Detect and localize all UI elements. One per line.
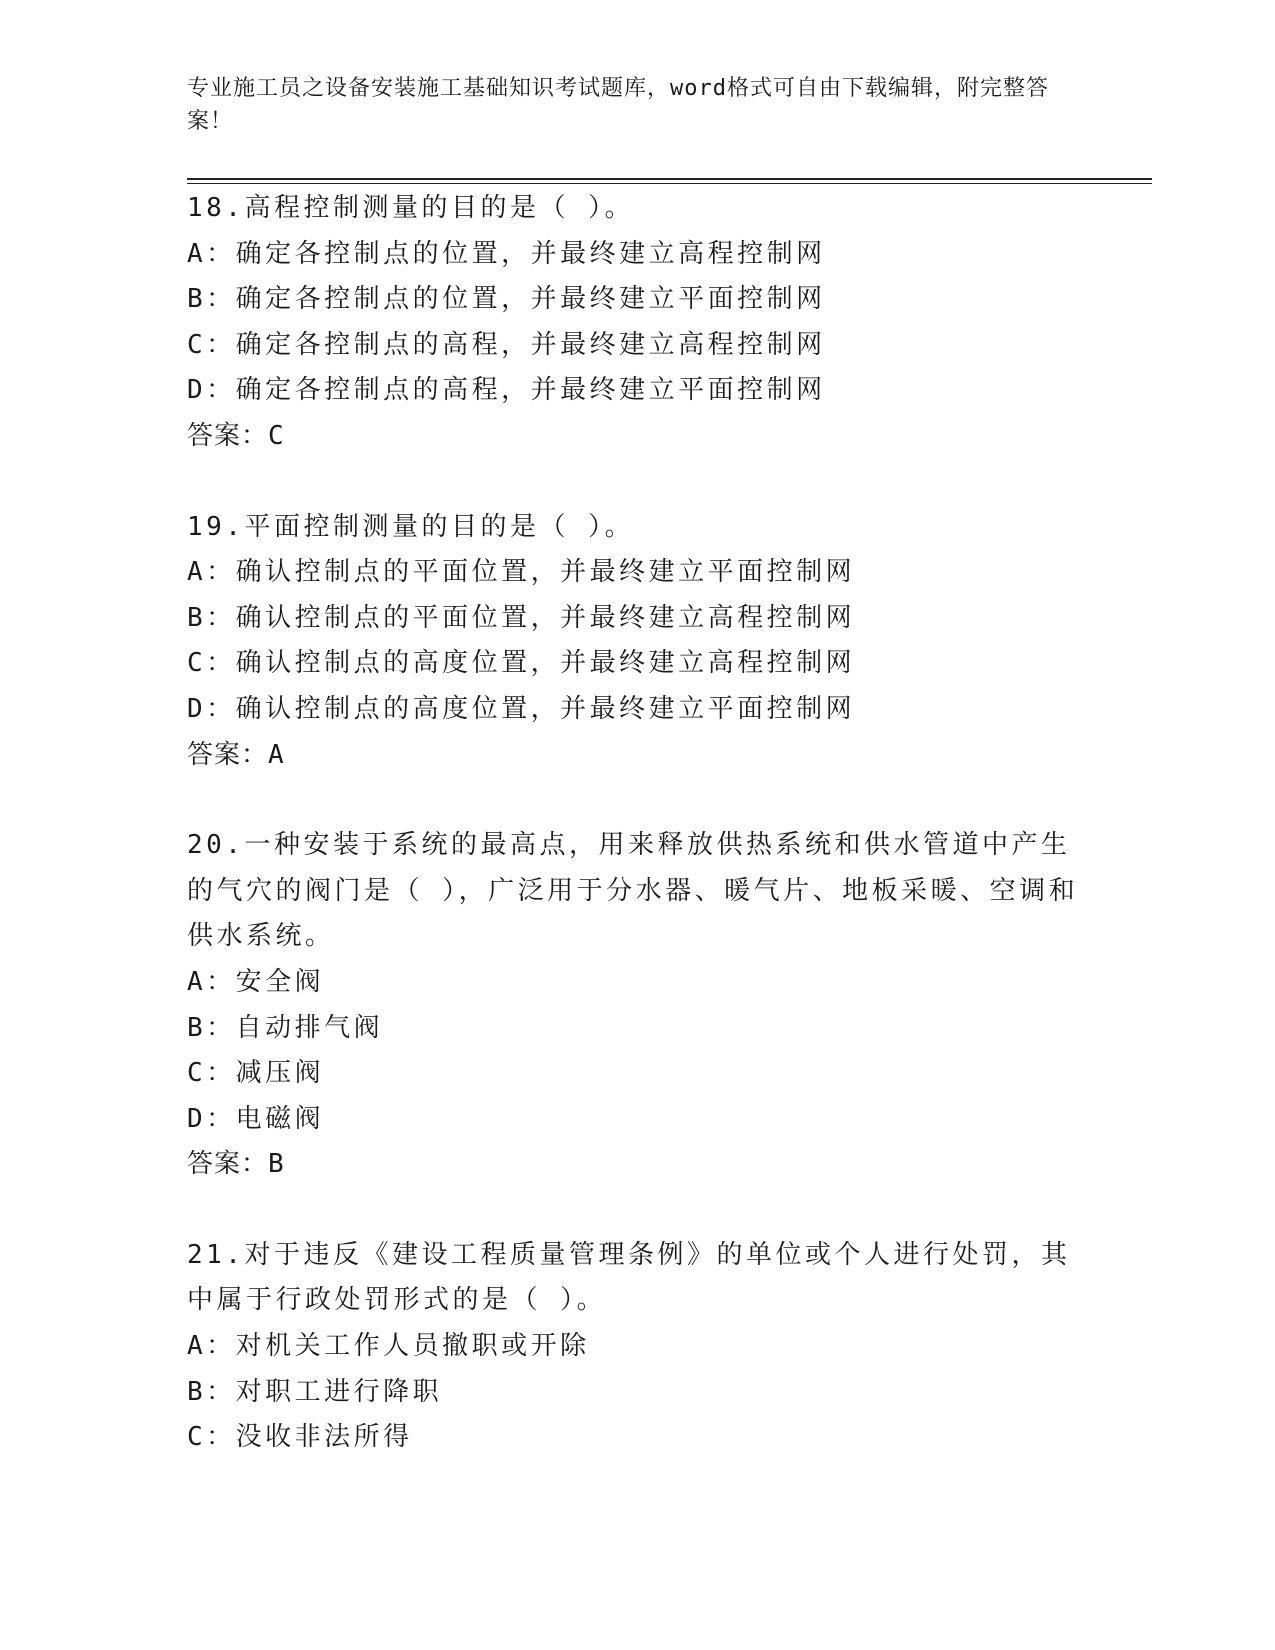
document-header: 专业施工员之设备安装施工基础知识考试题库，word格式可自由下载编辑，附完整答案！	[187, 76, 1049, 134]
answer-text: 答案：C	[187, 420, 285, 451]
question-21	[187, 1233, 1087, 1461]
question-list	[187, 186, 1087, 1506]
answer-text: 答案：A	[187, 739, 285, 770]
option-b: B：自动排气阀	[187, 1012, 384, 1043]
option-d: D：确定各控制点的高程，并最终建立平面控制网	[187, 375, 826, 406]
option-b: B：对职工进行降职	[187, 1376, 443, 1407]
question-19	[187, 505, 1087, 779]
option-c: C：减压阀	[187, 1058, 325, 1089]
question-stem: 21.对于违反《建设工程质量管理条例》的单位或个人进行处罚，其中属于行政处罚形式的是（ ）。	[187, 1239, 1071, 1316]
option-a: A：安全阀	[187, 966, 325, 997]
option-b: B：确定各控制点的位置，并最终建立平面控制网	[187, 284, 826, 315]
question-20	[187, 823, 1087, 1188]
header-divider-thick	[187, 178, 1152, 180]
option-a: A：确定各控制点的位置，并最终建立高程控制网	[187, 238, 826, 269]
option-d: D：电磁阀	[187, 1103, 325, 1134]
question-stem: 19.平面控制测量的目的是（ ）。	[187, 511, 635, 542]
option-c: C：没收非法所得	[187, 1422, 413, 1453]
option-d: D：确认控制点的高度位置，并最终建立平面控制网	[187, 693, 856, 724]
option-c: C：确定各控制点的高程，并最终建立高程控制网	[187, 329, 826, 360]
option-a: A：对机关工作人员撤职或开除	[187, 1331, 590, 1362]
option-b: B：确认控制点的平面位置，并最终建立高程控制网	[187, 602, 856, 633]
question-stem: 20.一种安装于系统的最高点，用来释放供热系统和供水管道中产生的气穴的阀门是（ ），广泛用于分水器、暖气片、地板采暖、空调和供水系统。	[187, 830, 1079, 952]
header-divider-thin	[187, 183, 1152, 184]
question-stem: 18.高程控制测量的目的是（ ）。	[187, 193, 635, 223]
answer-text: 答案：B	[187, 1149, 285, 1180]
option-c: C：确认控制点的高度位置，并最终建立高程控制网	[187, 648, 856, 679]
question-18	[187, 186, 1087, 460]
option-a: A：确认控制点的平面位置，并最终建立平面控制网	[187, 557, 856, 588]
